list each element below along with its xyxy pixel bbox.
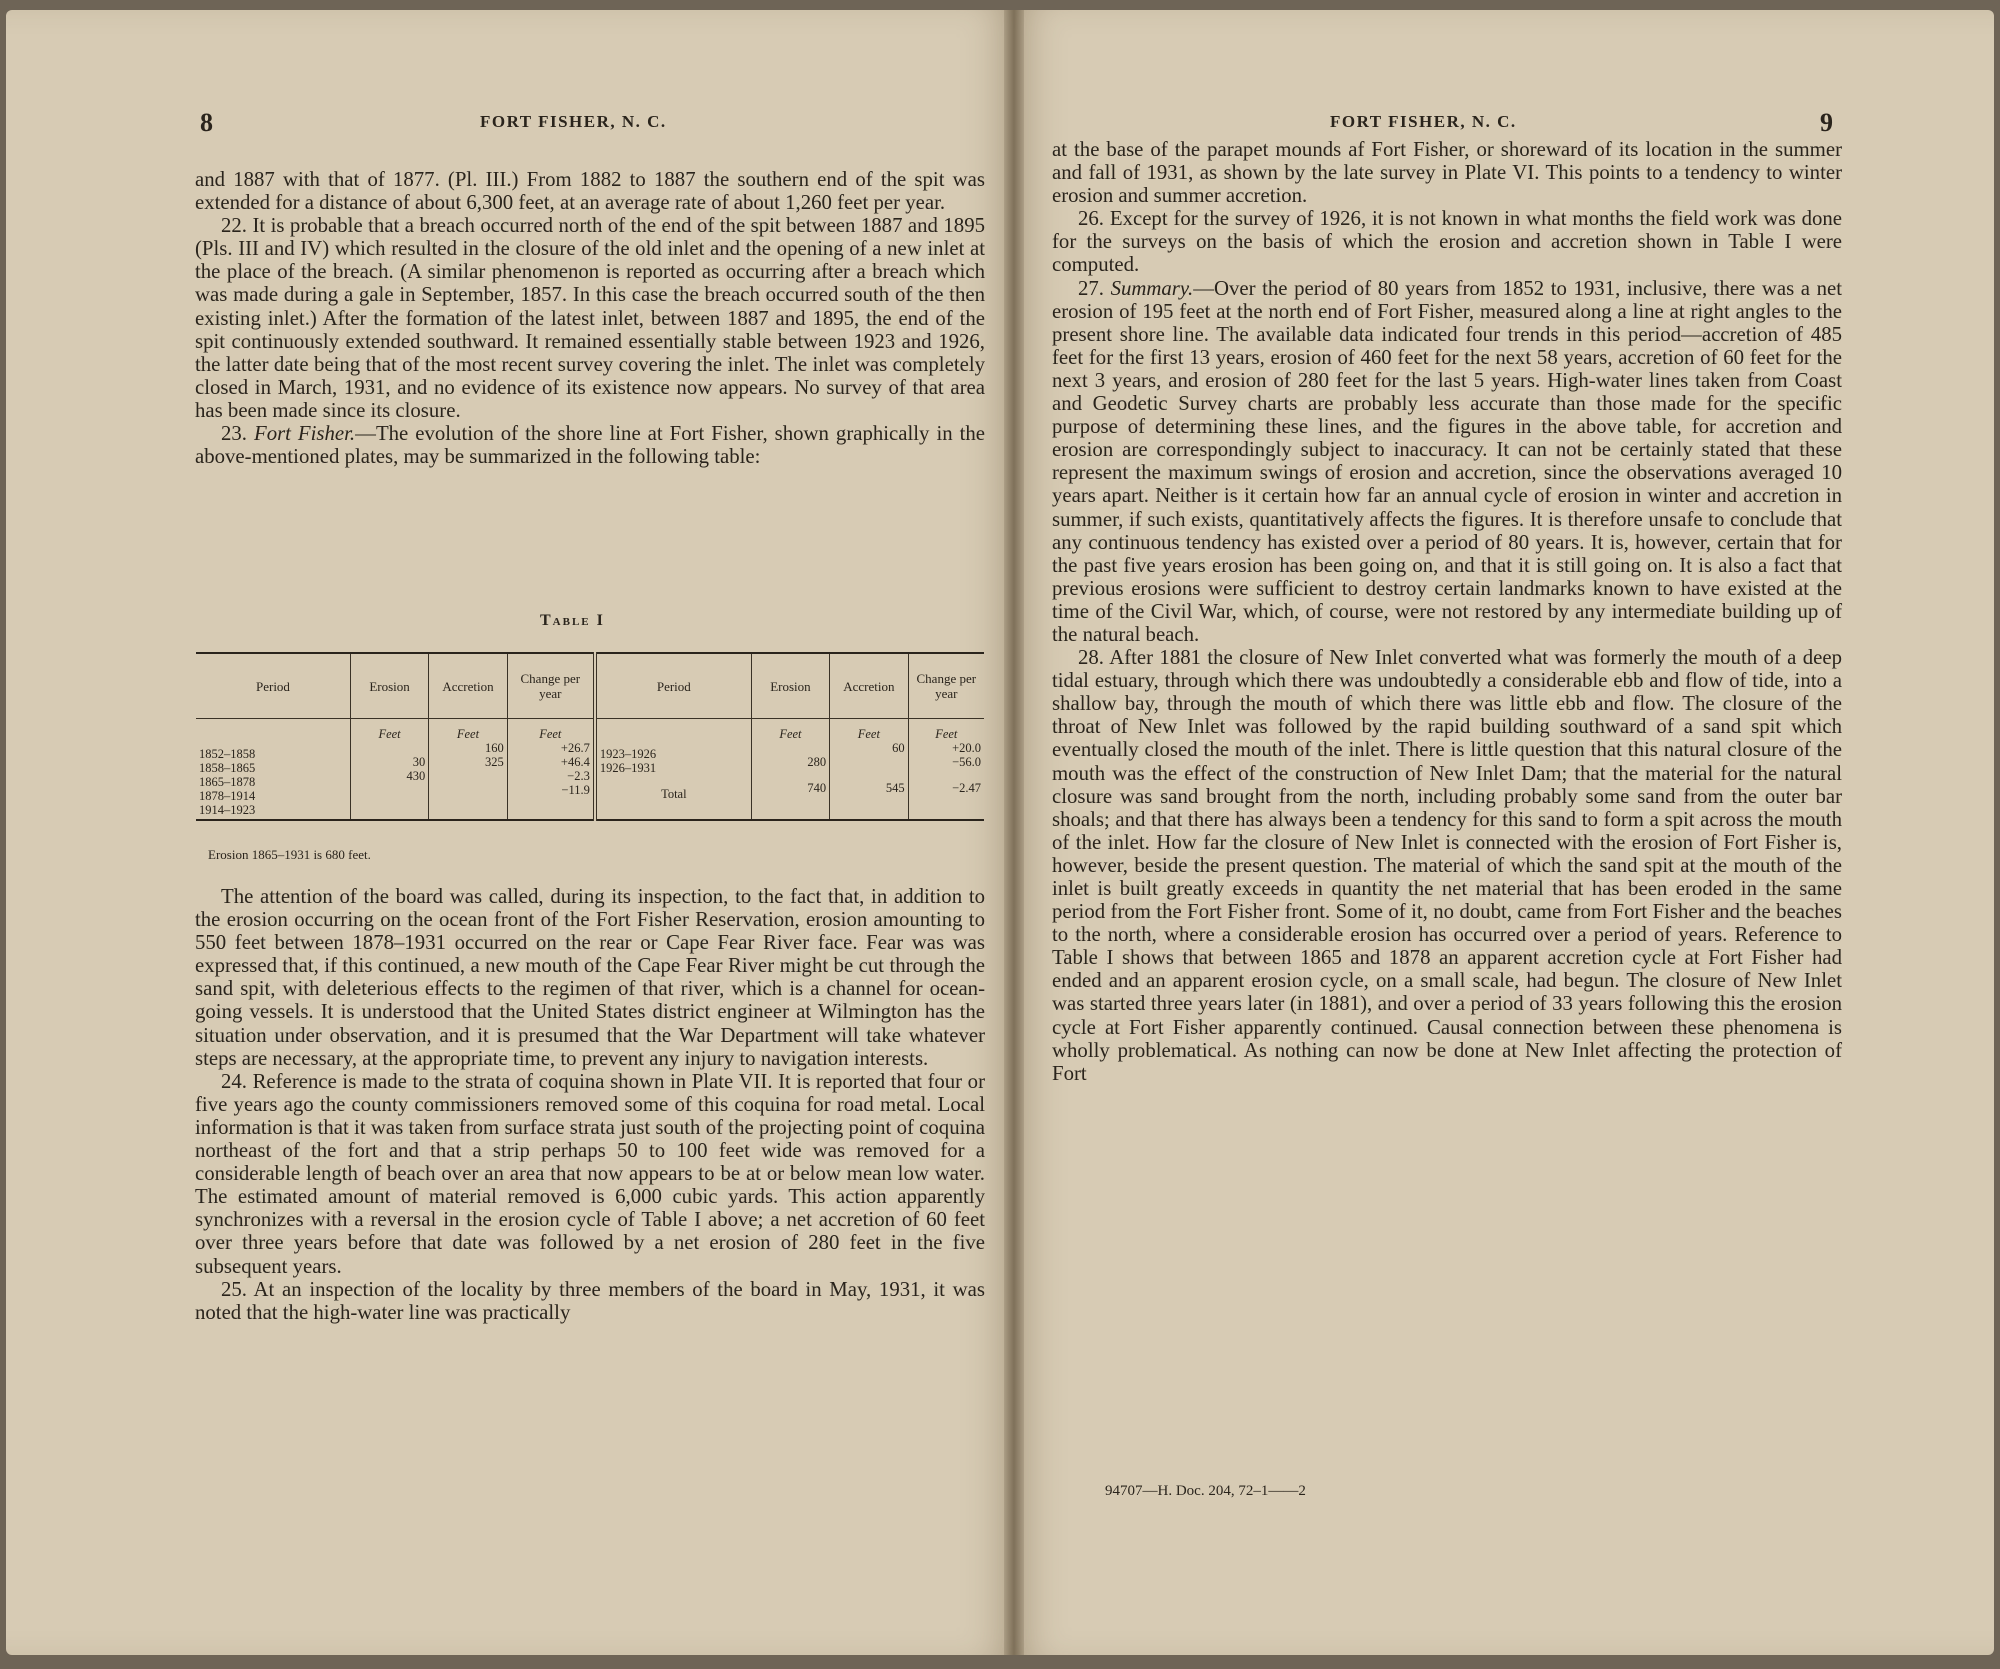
table-cell: −2.3 (567, 769, 590, 783)
right-text (1052, 138, 1842, 1085)
unit-label: Feet (539, 727, 562, 741)
paragraph: 24. Reference is made to the strata of coquina shown in Plate VII. It is reported that four or five years ago the county commissioners removed some of this coquina for road metal. Local information is that it was taken from surface strata just south of the projecting point of coquina northeast of the fort and that a strip perhaps 50 to 100 feet wide was removed for a considerable length of beach over an area that now appears to be at or below mean low water. The estimated amount of material removed is 6,000 cubic yards. This action apparently synchronizes with a reversal in the erosion cycle of Table I above; a net accretion of 60 feet over three years before that date was followed by a net erosion of 280 feet in the five subsequent years. (195, 1069, 985, 1278)
table-cell: 1865–1878 (199, 775, 256, 789)
paragraph: 22. It is probable that a breach occurred north of the end of the spit between 1887 and 1895 (Pls. III and IV) which resulted in the closure of the old inlet and the opening of a new inlet at the place of the breach. (A similar phenomenon is reported as occurring after a breach which was made during a gale in September, 1857. In this case the breach occurred south of the then existing inlet.) After the formation of the latest inlet, between 1887 and 1895, the end of the spit continuously extended southward. It remained essentially stable between 1923 and 1926, the latter date being that of the most recent survey covering the inlet. The inlet was completely closed in March, 1931, and no evidence of its existence now appears. No survey of that area has been made since its closure. (195, 214, 985, 422)
erosion-list-left (350, 719, 428, 821)
unit-label: Feet (779, 727, 802, 741)
paragraph: at the base of the parapet mounds af Fort Fisher, or shoreward of its location in the summer and fall of 1931, as shown by the late survey in Plate VI. This points to a tendency to winter erosion and summer accretion. (1052, 138, 1842, 208)
unit-label: Feet (378, 727, 401, 741)
unit-label: Feet (857, 727, 880, 741)
col-header: Change per year (507, 653, 595, 719)
period-list-right (595, 719, 751, 821)
page-footer: 94707—H. Doc. 204, 72–1——2 (1105, 1483, 1306, 1499)
table-cell: +20.0 (952, 741, 981, 755)
left-text-bottom (195, 885, 985, 1324)
table-cell: 1852–1858 (199, 747, 256, 761)
table-caption: Table I (540, 612, 605, 629)
col-header: Accretion (429, 653, 508, 719)
accretion-list-left (429, 719, 508, 821)
paragraph-body: —Over the period of 80 years from 1852 to 1931, inclusive, there was a net erosion of 195 feet at the north end of Fort Fisher, measured along a line at right angles to the present shore line. The available data indicated four trends in this period—accretion of 485 feet for the first 13 years, erosion of 460 feet for the next 58 years, accretion of 60 feet for the next 3 years, and erosion of 280 feet for the last 5 years. High-water lines taken from Coast and Geodetic Survey charts are probably less accurate than those made for the specific purpose of determining these lines, and the figures in the above table, for accretion and erosion are correspondingly subject to inaccuracy. It can not be certainly stated that these represent the maximum swings of erosion and accretion, since the observations averaged 10 years apart. Neither is it certain how far an annual cycle of erosion in winter and accretion in summer, if such exists, quantitatively affects the figures. It is therefore unsafe to conclude that any continuous tendency has existed over a period of 80 years. It is, however, certain that for the past five years erosion has been going on, and that it is still going on. It is also a fact that previous erosions were sufficient to destroy certain landmarks known to have existed at the time of the Civil War, which, of course, were not restored by any intermediate building up of the natural beach. (1052, 276, 1842, 646)
paragraph-heading: Summary. (1110, 276, 1194, 300)
table-cell: −11.9 (561, 783, 590, 797)
table-cell: 60 (892, 741, 905, 755)
paragraph-body: —The evolution of the shore line at Fort Fisher, shown graphically in the above-mentioned plates, may be summarized in the following table: (195, 422, 986, 469)
table-cell: +26.7 (560, 741, 590, 755)
change-list-right (908, 719, 984, 821)
table-cell: 1858–1865 (199, 761, 256, 775)
table-note: Erosion 1865–1931 is 680 feet. (208, 847, 371, 862)
period-list-left (196, 719, 350, 821)
running-head-right: FORT FISHER, N. C. (1330, 112, 1517, 131)
book-gutter (1004, 10, 1024, 1655)
erosion-list-right (751, 719, 829, 821)
table-i (196, 652, 984, 821)
paragraph: The attention of the board was called, during its inspection, to the fact that, in addition to the erosion occurring on the ocean front of the Fort Fisher Reservation, erosion amounting to 550 feet between 1878–1931 occurred on the rear or Cape Fear River face. Fear was was expressed that, if this continued, a new mouth of the Cape Fear River might be cut through the sand spit, with deleterious effects to the regimen of that river, which is a channel for ocean-going vessels. It is understood that the United States district engineer at Wilmington has the situation under observation, and it is presumed that the War Department will take whatever steps are necessary, at the appropriate time, to prevent any injury to navigation interests. (195, 885, 985, 1070)
paragraph (195, 422, 985, 468)
col-header: Erosion (350, 653, 428, 719)
paragraph-number: 23. (221, 422, 247, 446)
paragraph: 25. At an inspection of the locality by three members of the board in May, 1931, it was noted that the high-water line was practically (195, 1277, 985, 1324)
col-header: Period (595, 653, 751, 719)
unit-label: Feet (935, 727, 958, 741)
table-cell (354, 741, 425, 755)
total-cell: 740 (807, 781, 827, 795)
table-cell (833, 755, 905, 769)
page-number-right: 9 (1820, 108, 1833, 137)
table-cell: 1914–1923 (199, 803, 256, 817)
table-cell: 1923–1926 (599, 747, 657, 761)
col-header: Accretion (830, 653, 909, 719)
paragraph-heading: Fort Fisher. (253, 422, 356, 446)
table-cell: 30 (412, 755, 426, 769)
table-cell: 160 (485, 741, 504, 755)
total-cell: −2.47 (952, 781, 981, 795)
total-cell: 545 (885, 781, 905, 795)
table-cell: −56.0 (952, 755, 981, 769)
paragraph: and 1887 with that of 1877. (Pl. III.) From 1882 to 1887 the southern end of the spit was extended for a distance of about 6,300 feet, at an average rate of about 1,260 feet per year. (195, 168, 985, 215)
table-cell: 325 (485, 755, 504, 769)
col-header: Erosion (751, 653, 829, 719)
paragraph: 28. After 1881 the closure of New Inlet converted what was formerly the mouth of a deep tidal estuary, through which there was undoubtedly a considerable ebb and flow of tide, into a shallow bay, through the mouth of which there was little ebb and flow. The closure of the throat of New Inlet was followed by the rapid building southward of a sand spit which eventually closed the mouth of the inlet. There is little question that this natural closure of the mouth was the effect of the construction of New Inlet Dam; that the material for the natural closure was sand brought from the north, including probably some sand from the outer bar shoals; and that there has always been a tendency for this sand to form a spit across the mouth of the inlet. How far the closure of New Inlet is connected with the erosion of Fort Fisher is, however, beside the present question. The material of which the sand spit at the mouth of the inlet is built greatly exceeds in quantity the net material that has been eroded in the same period from the Fort Fisher front. Some of it, no doubt, came from Fort Fisher and the beaches to the north, where a considerable erosion has occurred over a period of years. Reference to Table I shows that between 1865 and 1878 an apparent accretion cycle at Fort Fisher had ended and an apparent erosion cycle, on a small scale, had begun. The closure of New Inlet was started three years later (in 1881), and over a period of 33 years following this the erosion cycle at Fort Fisher apparently continued. Causal connection between these phenomena is wholly problematical. As nothing can now be done at New Inlet affecting the protection of Fort (1052, 646, 1842, 1085)
page-number-left: 8 (200, 108, 213, 137)
table-cell: +46.4 (560, 755, 590, 769)
total-label: Total (661, 787, 687, 801)
paragraph (1052, 277, 1842, 647)
table-cell: 1878–1914 (199, 789, 256, 803)
col-header: Period (196, 653, 350, 719)
accretion-list-right (830, 719, 909, 821)
paragraph: 26. Except for the survey of 1926, it is not known in what months the field work was done for the surveys on the basis of which the erosion and accretion shown in Table I were computed. (1052, 207, 1842, 277)
table-cell: 430 (406, 769, 426, 783)
running-head-left: FORT FISHER, N. C. (480, 112, 667, 131)
table-cell (755, 741, 826, 755)
change-list-left (507, 719, 595, 821)
left-text-top (195, 168, 985, 468)
paragraph-number: 27. (1078, 276, 1104, 300)
unit-label: Feet (456, 727, 480, 741)
col-header: Change per year (908, 653, 984, 719)
table-cell: 280 (807, 755, 827, 769)
table-cell: 1926–1931 (599, 761, 657, 775)
